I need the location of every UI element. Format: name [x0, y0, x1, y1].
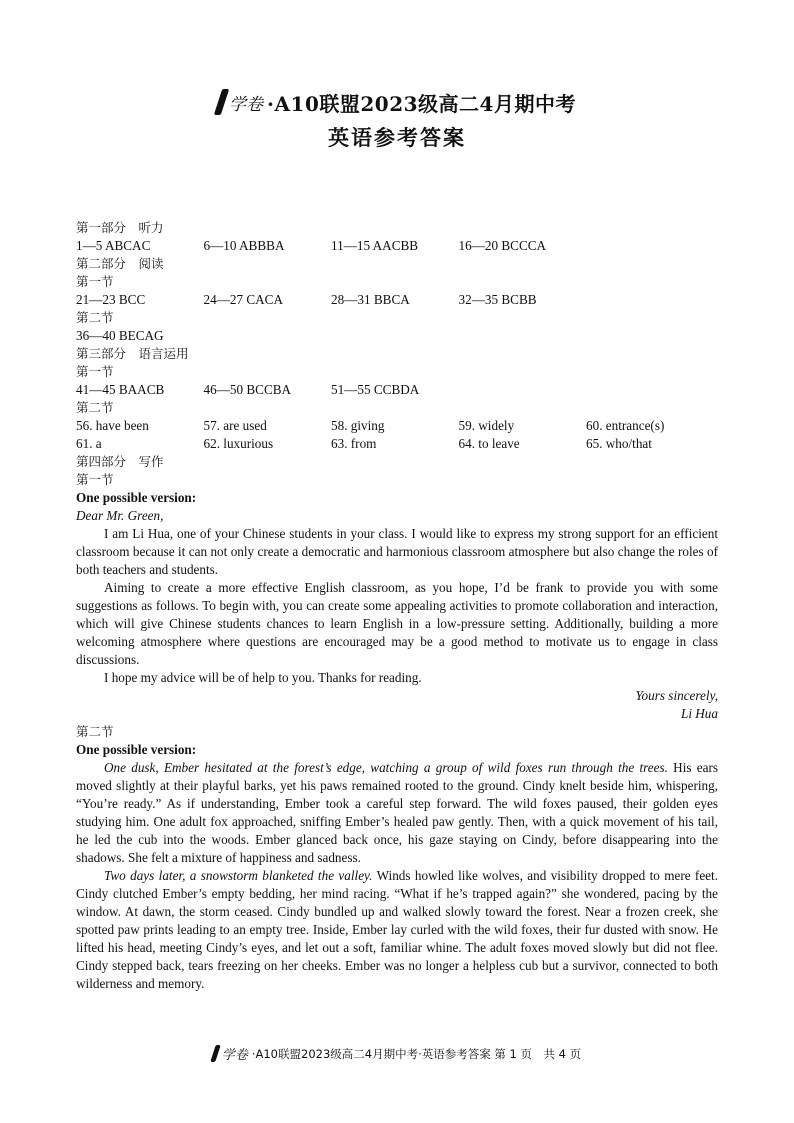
title-line — [0, 86, 794, 118]
footer-text: ·A10联盟2023级高二4月期中考·英语参考答案 第 1 页 共 4 页 — [251, 1046, 582, 1061]
story-paragraph — [76, 867, 718, 993]
part1-answers — [76, 237, 718, 255]
exam-subtitle: 英语参考答案 — [328, 125, 466, 150]
story-body: His ears moved slightly at their playful barks, yet his paws remained rooted to the ground. Cindy knelt beside him, whispering, “You’re ready.” As if understanding, Ember took a careful step forward. The wild foxes paused, their golden eyes studying him. One adult fox approached, sniffing Ember’s healed paw gently. Then, with a quick movement of his tail, he led the cub into the woods. Ember glanced back once, his gaze staying on Cindy, before disappearing into the shadows. She felt a mixture of happiness and sadness. — [76, 760, 718, 865]
letter-paragraph: Aiming to create a more effective English classroom, as you hope, I’d be frank to provide you with some suggestions as follows. To begin with, you can create some appealing activities to promote collaboration and interaction, which will give Chinese students chances to learn English in a low-pressure setting. Additionally, building a more welcoming atmosphere where questions are encouraged may be a good method to motivate us to engage in class discussions. — [76, 580, 718, 667]
answer-item: 57. are used — [203, 418, 267, 433]
letter-closing: Yours sincerely, — [635, 688, 718, 703]
answer-group: 6—10 ABBBA — [203, 238, 285, 253]
logo-text: 学卷 — [221, 1048, 248, 1063]
document-header — [0, 86, 794, 152]
part3-section2-heading: 第二节 — [76, 400, 114, 415]
part1-heading: 第一部分 听力 — [76, 220, 164, 235]
part4-section2-heading: 第二节 — [76, 724, 114, 739]
part3-section2-row1 — [76, 417, 718, 435]
letter-paragraph: I am Li Hua, one of your Chinese students in your class. I would like to express my strong support for an efficient classroom because it can not only create a democratic and harmonious classroom atmosphere but also change the roles of both teachers and students. — [76, 526, 718, 577]
answer-group: 21—23 BCC — [76, 292, 146, 307]
part2-section1-answers — [76, 291, 718, 309]
answer-item: 62. luxurious — [203, 436, 274, 451]
part2-section1-heading: 第一节 — [76, 274, 114, 289]
brush-stroke-icon — [210, 1045, 221, 1062]
answer-group: 51—55 CCBDA — [331, 382, 420, 397]
part2-section2-heading: 第二节 — [76, 310, 114, 325]
answer-group: 24—27 CACA — [203, 292, 283, 307]
part2-section2-answers — [76, 327, 718, 345]
brand-logo — [218, 89, 263, 115]
story-paragraph — [76, 759, 718, 867]
answer-group: 1—5 ABCAC — [76, 238, 151, 253]
page-footer — [0, 1044, 794, 1063]
brush-stroke-icon — [214, 89, 229, 115]
letter-paragraph: I hope my advice will be of help to you. Thanks for reading. — [104, 670, 422, 685]
answer-item: 59. widely — [458, 418, 515, 433]
answer-content — [76, 219, 718, 993]
part2-heading: 第二部分 阅读 — [76, 256, 164, 271]
answer-group: 16—20 BCCCA — [458, 238, 547, 253]
part3-section1-answers — [76, 381, 718, 399]
story-lead-sentence: Two days later, a snowstorm blanketed the valley. — [104, 868, 373, 883]
version-label: One possible version: — [76, 742, 197, 757]
answer-group: 32—35 BCBB — [458, 292, 537, 307]
answer-item: 56. have been — [76, 418, 149, 433]
answer-group: 36—40 BECAG — [76, 328, 164, 343]
part3-section2-row2 — [76, 435, 718, 453]
answer-item: 61. a — [76, 436, 102, 451]
part4-heading: 第四部分 写作 — [76, 454, 164, 469]
answer-item: 65. who/that — [586, 436, 652, 451]
part3-heading: 第三部分 语言运用 — [76, 346, 189, 361]
story-body: Winds howled like wolves, and visibility dropped to mere feet. Cindy clutched Ember’s empty bedding, her mind racing. “What if he’s trapped again?” she wondered, pacing by the window. At dawn, the storm ceased. Cindy bundled up and walked slowly toward the forest. Near a frozen creek, she spotted paw prints leading to an empty tree. Inside, Ember lay curled with the wild foxes, their fur dusted with snow. He lifted his head, meeting Cindy’s eyes, and let out a soft, familiar whine. The adult foxes moved slowly but did not flee. Cindy stepped back, tears freezing on her cheeks. Ember was no longer a helpless cub but a survivor, connected to both wilderness and memory. — [76, 868, 718, 991]
part3-section1-heading: 第一节 — [76, 364, 114, 379]
exam-title: ·A10联盟2023级高二4月期中考 — [267, 91, 576, 116]
answer-item: 60. entrance(s) — [586, 418, 665, 433]
logo-text: 学卷 — [229, 94, 264, 115]
answer-group: 46—50 BCCBA — [203, 382, 292, 397]
letter-greeting: Dear Mr. Green, — [76, 508, 164, 523]
part4-section1-heading: 第一节 — [76, 472, 114, 487]
answer-item: 58. giving — [331, 418, 385, 433]
answer-item: 64. to leave — [458, 436, 520, 451]
version-label: One possible version: — [76, 490, 197, 505]
answer-item: 63. from — [331, 436, 377, 451]
answer-group: 41—45 BAACB — [76, 382, 165, 397]
footer-logo — [213, 1044, 248, 1063]
answer-group: 28—31 BBCA — [331, 292, 410, 307]
story-lead-sentence: One dusk, Ember hesitated at the forest’s edge, watching a group of wild foxes run through the trees. — [104, 760, 668, 775]
answer-group: 11—15 AACBB — [331, 238, 419, 253]
letter-signature: Li Hua — [680, 706, 718, 721]
